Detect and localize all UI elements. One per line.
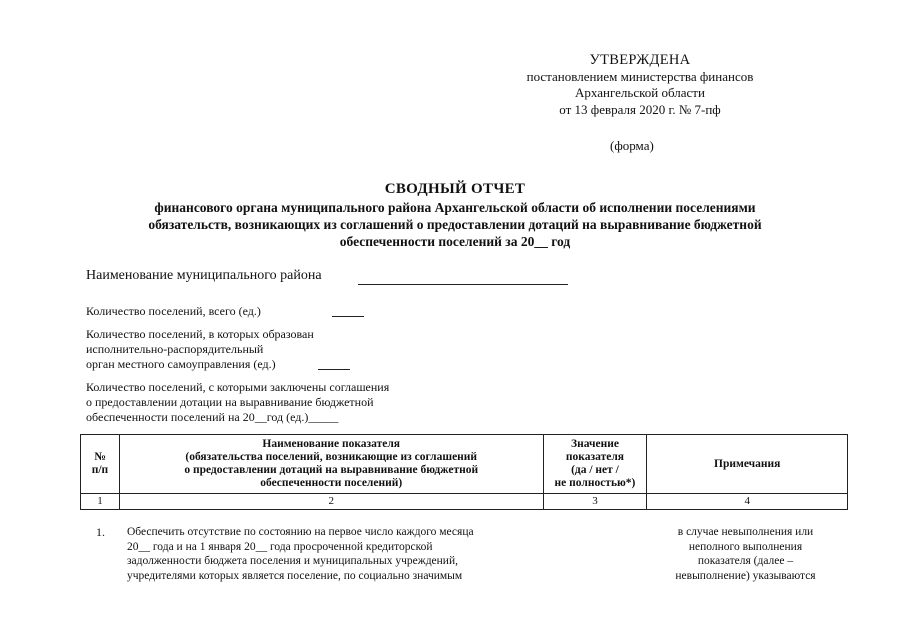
row-1-note-line-2: неполного выполнения [688,540,803,553]
header-value-line-1: Значение [571,438,619,450]
row-1-indicator-text [127,525,547,583]
settlements-agreements-line-1: Количество поселений, с которыми заключены соглашения [86,380,390,394]
header-number-line-1: № [94,451,106,463]
settlements-with-body-blank[interactable] [318,369,350,370]
settlements-with-body-line-3: орган местного самоуправления (ед.) [86,357,276,371]
row-1-text-line-2: 20__ года и на 1 января 20__ года просроченной кредиторской [127,540,433,553]
column-number-4: 4 [647,494,848,510]
settlements-total-blank[interactable] [332,316,364,317]
header-notes: Примечания [647,435,848,494]
settlements-with-body-line-2: исполнительно-распорядительный [86,342,264,356]
approval-line-2: Архангельской области [575,85,705,100]
approval-title: УТВЕРЖДЕНА [589,52,691,68]
row-1-number: 1. [96,525,105,539]
settlements-agreements-label [86,380,389,425]
approval-line-1: постановлением министерства финансов [526,68,754,84]
report-heading [60,181,850,250]
column-number-1: 1 [81,494,120,510]
header-name-line-4: обеспеченности поселений) [260,477,403,489]
settlements-agreements-line-3: обеспеченности поселений на 20__год (ед.)_____ [86,410,339,424]
column-number-3: 3 [543,494,647,510]
row-1-text-line-1: Обеспечить отсутствие по состоянию на первое число каждого месяца [127,526,474,538]
row-1-note [648,525,843,583]
header-indicator-name [119,435,543,494]
row-1-note-line-4: невыполнение) указываются [675,569,816,582]
settlements-with-body-line-1: Количество поселений, в которых образован [86,327,314,341]
district-name-label: Наименование муниципального района [86,268,322,283]
header-indicator-value [543,435,647,494]
header-name-line-1: Наименование показателя [262,438,401,450]
table-header-row [81,435,848,494]
settlements-with-body-label [86,327,314,372]
row-1-note-line-3: показателя (далее – [697,555,794,567]
header-number-line-2: п/п [91,464,109,476]
header-name-line-3: о предоставлении дотаций на выравнивание бюджетной [184,464,479,476]
column-number-row [81,494,848,510]
report-title: СВОДНЫЙ ОТЧЕТ [384,181,526,197]
header-name-line-2: (обязательства поселений, возникающие из соглашений [185,451,478,463]
form-label: (форма) [610,138,654,153]
header-value-line-3: (да / нет / [571,464,619,476]
district-name-blank[interactable] [358,284,568,285]
row-1-text-line-4: учредителями которых является поселение, по социально значимым [127,569,463,582]
approval-block [470,52,810,118]
row-1-text-line-3: задолженности бюджета поселения и муниципальных учреждений, [127,555,458,567]
header-value-line-4: не полностью*) [554,477,636,489]
report-subtitle-line-3: обеспеченности поселений за 20__ год [339,234,571,249]
settlements-total-label: Количество поселений, всего (ед.) [86,304,261,318]
column-number-2: 2 [119,494,543,510]
approval-line-3: от 13 февраля 2020 г. № 7-пф [559,101,721,117]
report-table [80,434,848,510]
header-value-line-2: показателя [565,451,625,463]
report-subtitle-line-2: обязательств, возникающих из соглашений о предоставлении дотаций на выравнивание бюджетной [148,217,762,232]
report-subtitle-line-1: финансового органа муниципального района Архангельской области об исполнении поселениями [154,200,756,215]
settlements-agreements-line-2: о предоставлении дотации на выравнивание бюджетной [86,395,374,409]
row-1-note-line-1: в случае невыполнения или [677,526,814,538]
header-number [81,435,120,494]
